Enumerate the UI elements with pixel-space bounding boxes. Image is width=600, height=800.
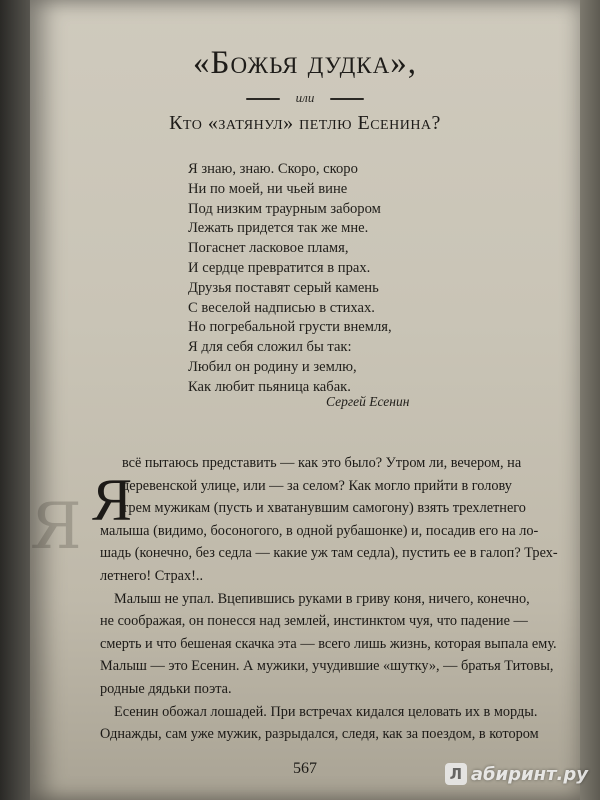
chapter-subtitle: Кто «затянул» петлю Есенина? [169, 112, 441, 134]
poem-line: Друзья поставят серый камень [188, 279, 379, 296]
body-text [100, 452, 565, 746]
poem-line: Я для себя сложил бы так: [188, 339, 352, 356]
chapter-title: «Божья дудка», [193, 45, 417, 81]
text-line: летнего! Страх!.. [100, 567, 204, 584]
book-page [30, 0, 580, 800]
poem-line: И сердце превратится в прах. [188, 259, 371, 276]
poem-line: Любил он родину и землю, [188, 358, 357, 375]
text-line: всё пытаюсь представить — как это было? Утром ли, вечером, на [122, 455, 522, 471]
text-line: Есенин обожал лошадей. При встречах кидался целовать их в морды. [114, 703, 538, 720]
labirint-logo-icon: Л [445, 763, 467, 785]
page-number: 567 [293, 760, 317, 777]
text-line: деревенской улице, или — за селом? Как могло прийти в голову [122, 477, 512, 494]
previous-page-shadow: Я [30, 490, 82, 564]
ornament-right [330, 98, 364, 100]
text-line: Малыш не упал. Вцепившись руками в гриву коня, ничего, конечно, [114, 590, 530, 607]
text-line: трем мужикам (пусть и хватанувшим самогону) взять трехлетнего [122, 500, 526, 517]
text-line: малыша (видимо, босоногого, в одной рубашонке) и, посадив его на ло- [100, 522, 539, 539]
ornament-left [246, 98, 280, 100]
poem-line: Под низким траурным забором [188, 200, 381, 217]
ornament-word: или [295, 90, 315, 105]
text-line: смерть и что бешеная скачка эта — всего лишь жизнь, которая выпала ему. [100, 635, 557, 652]
epigraph-poem [188, 160, 392, 398]
text-line: Однажды, сам уже мужик, разрыдался, следя, как за поездом, в котором [100, 726, 539, 743]
poem-line: Я знаю, знаю. Скоро, скоро [188, 161, 358, 177]
poem-line: Но погребальной грусти внемля, [188, 319, 392, 336]
poem-line: Как любит пьяница кабак. [188, 378, 351, 395]
text-line: Малыш — это Есенин. А мужики, учудившие «шутку», — братья Титовы, [100, 658, 554, 675]
text-line: родные дядьки поэта. [100, 680, 232, 697]
labirint-watermark [445, 763, 588, 785]
title-ornament [30, 90, 580, 106]
watermark-text: абиринт.ру [470, 763, 588, 785]
drop-cap: Я [92, 467, 133, 533]
poem-author: Сергей Есенин [326, 394, 410, 409]
poem-line: Ни по моей, ни чьей вине [188, 180, 348, 197]
poem-line: Лежать придется так же мне. [188, 220, 369, 237]
text-line: не соображая, он понесся над землей, инстинктом чуя, что падение — [100, 613, 528, 630]
text-line: шадь (конечно, без седла — какие уж там седла), пустить ее в галоп? Трех- [100, 545, 558, 562]
poem-line: С веселой надписью в стихах. [188, 299, 375, 316]
poem-line: Погаснет ласковое пламя, [188, 240, 349, 257]
